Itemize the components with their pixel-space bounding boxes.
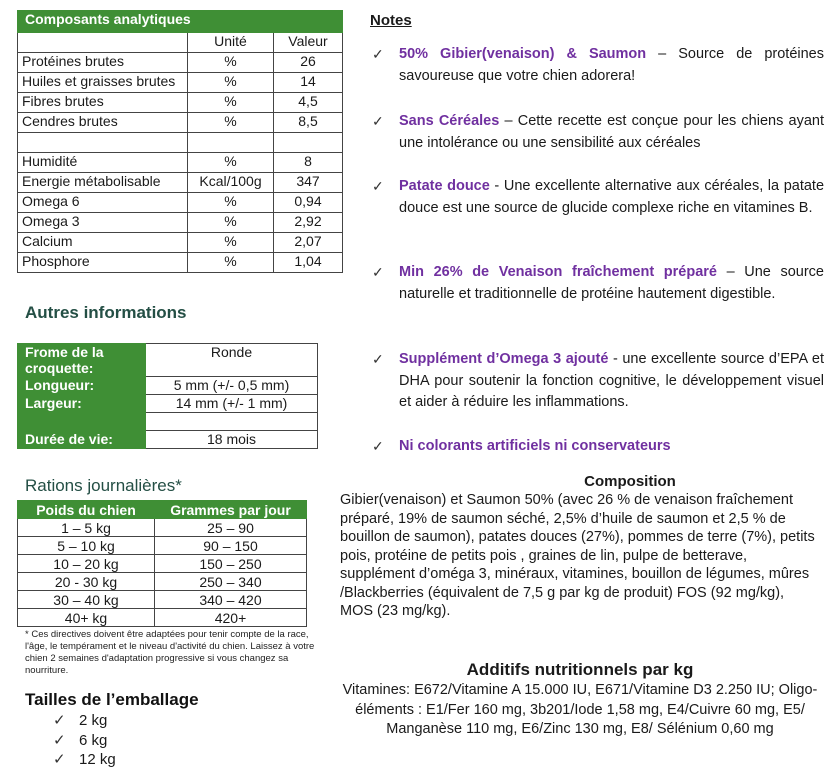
note-item	[372, 262, 824, 305]
other-info-value: 18 mois	[146, 431, 318, 449]
note-body	[399, 262, 824, 305]
analytics-unit: %	[188, 213, 274, 233]
analytics-row	[18, 113, 343, 133]
other-info-key: Largeur:	[18, 395, 146, 413]
note-item	[372, 349, 824, 414]
daily-rations-table	[17, 500, 307, 627]
ration-weight: 30 – 40 kg	[18, 591, 155, 609]
note-highlight: Min 26% de Venaison fraîchement préparé	[399, 264, 717, 280]
other-info-value: Ronde	[146, 344, 318, 377]
packaging-item	[53, 731, 116, 751]
analytics-row	[18, 153, 343, 173]
analytics-name: Huiles et graisses brutes	[18, 73, 188, 93]
packaging-size: 6 kg	[79, 731, 108, 749]
analytics-unit: %	[188, 113, 274, 133]
analytics-name	[18, 133, 188, 153]
note-highlight: Sans Céréales	[399, 113, 500, 129]
note-text: – Source de protéines savoureuse que votre chien adorera!	[399, 46, 824, 84]
other-info-table	[17, 343, 318, 449]
analytics-unit: %	[188, 193, 274, 213]
ration-weight: 1 – 5 kg	[18, 519, 155, 537]
column-header-value: Valeur	[274, 33, 343, 53]
packaging-size: 12 kg	[79, 751, 116, 768]
analytics-row	[18, 53, 343, 73]
note-text: - une excellente source d’EPA et DHA pour soutenir la fonction cognitive, le développement visuel et aider à réduire les inflammations.	[399, 351, 824, 410]
analytics-row	[18, 133, 343, 153]
ration-grams: 420+	[155, 609, 307, 627]
analytics-value	[274, 133, 343, 153]
other-info-title: Autres informations	[25, 303, 187, 322]
ration-row	[18, 537, 307, 555]
packaging-size: 2 kg	[79, 712, 108, 729]
packaging-item	[53, 711, 116, 731]
analytics-value: 0,94	[274, 193, 343, 213]
packaging-list	[53, 711, 116, 770]
note-highlight: 50% Gibier(venaison) & Saumon	[399, 46, 647, 62]
check-icon: ✓	[53, 731, 66, 749]
note-item	[372, 176, 824, 219]
other-info-value	[146, 413, 318, 431]
rations-footnote: * Ces directives doivent être adaptées pour tenir compte de la race, l'âge, le tempérament et le niveau d'activité du chien. Laissez à votre chien 2 semaines d'adaptation progressive si vous changez sa nourriture.	[25, 629, 315, 676]
note-body	[399, 111, 824, 154]
analytics-unit: %	[188, 53, 274, 73]
check-icon: ✓	[372, 46, 384, 62]
analytical-components-title: Composants analytiques	[18, 11, 343, 33]
analytics-value: 8	[274, 153, 343, 173]
additives-text: Vitamines: E672/Vitamine A 15.000 IU, E671/Vitamine D3 2.250 IU; Oligo-éléments : E1/Fer 160 mg, 3b201/Iode 1,58 mg, E4/Cuivre 60 mg, E5/ Manganèse 110 mg, E6/Zinc 130 mg, E8/ Sélénium 0,60 mg	[342, 682, 818, 737]
note-body	[399, 436, 824, 458]
other-info-key: Durée de vie:	[18, 431, 146, 449]
analytics-unit: %	[188, 153, 274, 173]
ration-row	[18, 555, 307, 573]
analytics-value: 1,04	[274, 253, 343, 273]
check-icon: ✓	[372, 351, 384, 367]
note-body	[399, 44, 824, 87]
packaging-item	[53, 750, 116, 770]
ration-weight: 5 – 10 kg	[18, 537, 155, 555]
analytics-row	[18, 193, 343, 213]
analytics-unit: %	[188, 253, 274, 273]
analytics-unit: %	[188, 73, 274, 93]
note-item	[372, 111, 824, 154]
analytics-value: 347	[274, 173, 343, 193]
check-icon: ✓	[53, 751, 66, 768]
analytics-value: 4,5	[274, 93, 343, 113]
analytics-row	[18, 213, 343, 233]
other-info-value: 5 mm (+/- 0,5 mm)	[146, 377, 318, 395]
ration-weight: 40+ kg	[18, 609, 155, 627]
other-info-row	[18, 377, 318, 395]
analytical-components-table	[17, 10, 343, 273]
note-highlight: Ni colorants artificiels ni conservateurs	[399, 438, 671, 454]
ration-grams: 250 – 340	[155, 573, 307, 591]
check-icon: ✓	[372, 178, 384, 194]
other-info-row	[18, 431, 318, 449]
ration-grams: 90 – 150	[155, 537, 307, 555]
analytics-name: Energie métabolisable	[18, 173, 188, 193]
composition-text: Gibier(venaison) et Saumon 50% (avec 26 % de venaison fraîchement préparé, 19% de saumon séché, 2,5% d’huile de saumon et 2,5 % de bouillon de saumon), patates douces (27%), pommes de terre (7%), petits pois, protéine de petits pois , graines de lin, pulpe de betterave, supplément d’oméga 3, minéraux, vitamines, bouillon de légumes, mûres /Blackberries (équivalent de 7,5 g par kg de produit) FOS (92 mg/kg), MOS (23 mg/kg).	[340, 492, 815, 619]
other-info-key	[18, 413, 146, 431]
note-highlight: Patate douce	[399, 178, 490, 194]
analytics-row	[18, 93, 343, 113]
analytics-unit: %	[188, 93, 274, 113]
analytics-row	[18, 253, 343, 273]
analytics-name: Omega 3	[18, 213, 188, 233]
daily-rations-title: Rations journalières*	[25, 476, 182, 495]
ration-grams: 25 – 90	[155, 519, 307, 537]
analytics-value: 26	[274, 53, 343, 73]
analytics-value: 8,5	[274, 113, 343, 133]
ration-grams: 340 – 420	[155, 591, 307, 609]
analytics-unit: %	[188, 233, 274, 253]
ration-row	[18, 573, 307, 591]
additives-title: Additifs nutritionnels par kg	[466, 660, 694, 679]
note-item	[372, 436, 824, 458]
note-text: - Une excellente alternative aux céréales, la patate douce est une source de glucide complexe riche en vitamines B.	[399, 178, 825, 216]
other-info-key: Longueur:	[18, 377, 146, 395]
packaging-title: Tailles de l’emballage	[25, 690, 199, 709]
other-info-row	[18, 413, 318, 431]
analytics-unit	[188, 133, 274, 153]
check-icon: ✓	[372, 113, 384, 129]
ration-row	[18, 609, 307, 627]
analytics-name: Phosphore	[18, 253, 188, 273]
column-header-weight: Poids du chien	[18, 501, 155, 519]
note-item	[372, 44, 824, 87]
ration-row	[18, 519, 307, 537]
analytics-value: 2,07	[274, 233, 343, 253]
analytics-name: Omega 6	[18, 193, 188, 213]
other-info-row	[18, 344, 318, 377]
note-highlight: Supplément d’Omega 3 ajouté	[399, 351, 609, 367]
other-info-key: Frome de la croquette:	[18, 344, 146, 377]
analytics-unit: Kcal/100g	[188, 173, 274, 193]
check-icon: ✓	[372, 438, 384, 454]
ration-weight: 20 - 30 kg	[18, 573, 155, 591]
note-body	[399, 349, 824, 414]
analytics-name: Humidité	[18, 153, 188, 173]
ration-grams: 150 – 250	[155, 555, 307, 573]
other-info-value: 14 mm (+/- 1 mm)	[146, 395, 318, 413]
column-header-grams: Grammes par jour	[155, 501, 307, 519]
analytics-name: Fibres brutes	[18, 93, 188, 113]
analytics-value: 14	[274, 73, 343, 93]
analytical-rows	[18, 53, 343, 273]
analytics-value: 2,92	[274, 213, 343, 233]
note-body	[399, 176, 824, 219]
analytics-row	[18, 173, 343, 193]
ration-weight: 10 – 20 kg	[18, 555, 155, 573]
note-text: – Cette recette est conçue pour les chiens ayant une intolérance ou une sensibilité aux céréales	[399, 113, 824, 151]
analytics-name: Protéines brutes	[18, 53, 188, 73]
column-header-unit: Unité	[188, 33, 274, 53]
other-info-row	[18, 395, 318, 413]
check-icon: ✓	[372, 264, 384, 280]
note-text: – Une source naturelle et traditionnelle de protéine hautement digestible.	[399, 264, 824, 302]
check-icon: ✓	[53, 712, 66, 729]
notes-title: Notes	[370, 12, 412, 29]
analytics-row	[18, 233, 343, 253]
ration-row	[18, 591, 307, 609]
analytics-name: Calcium	[18, 233, 188, 253]
composition-title: Composition	[584, 473, 676, 490]
analytics-row	[18, 73, 343, 93]
analytics-name: Cendres brutes	[18, 113, 188, 133]
